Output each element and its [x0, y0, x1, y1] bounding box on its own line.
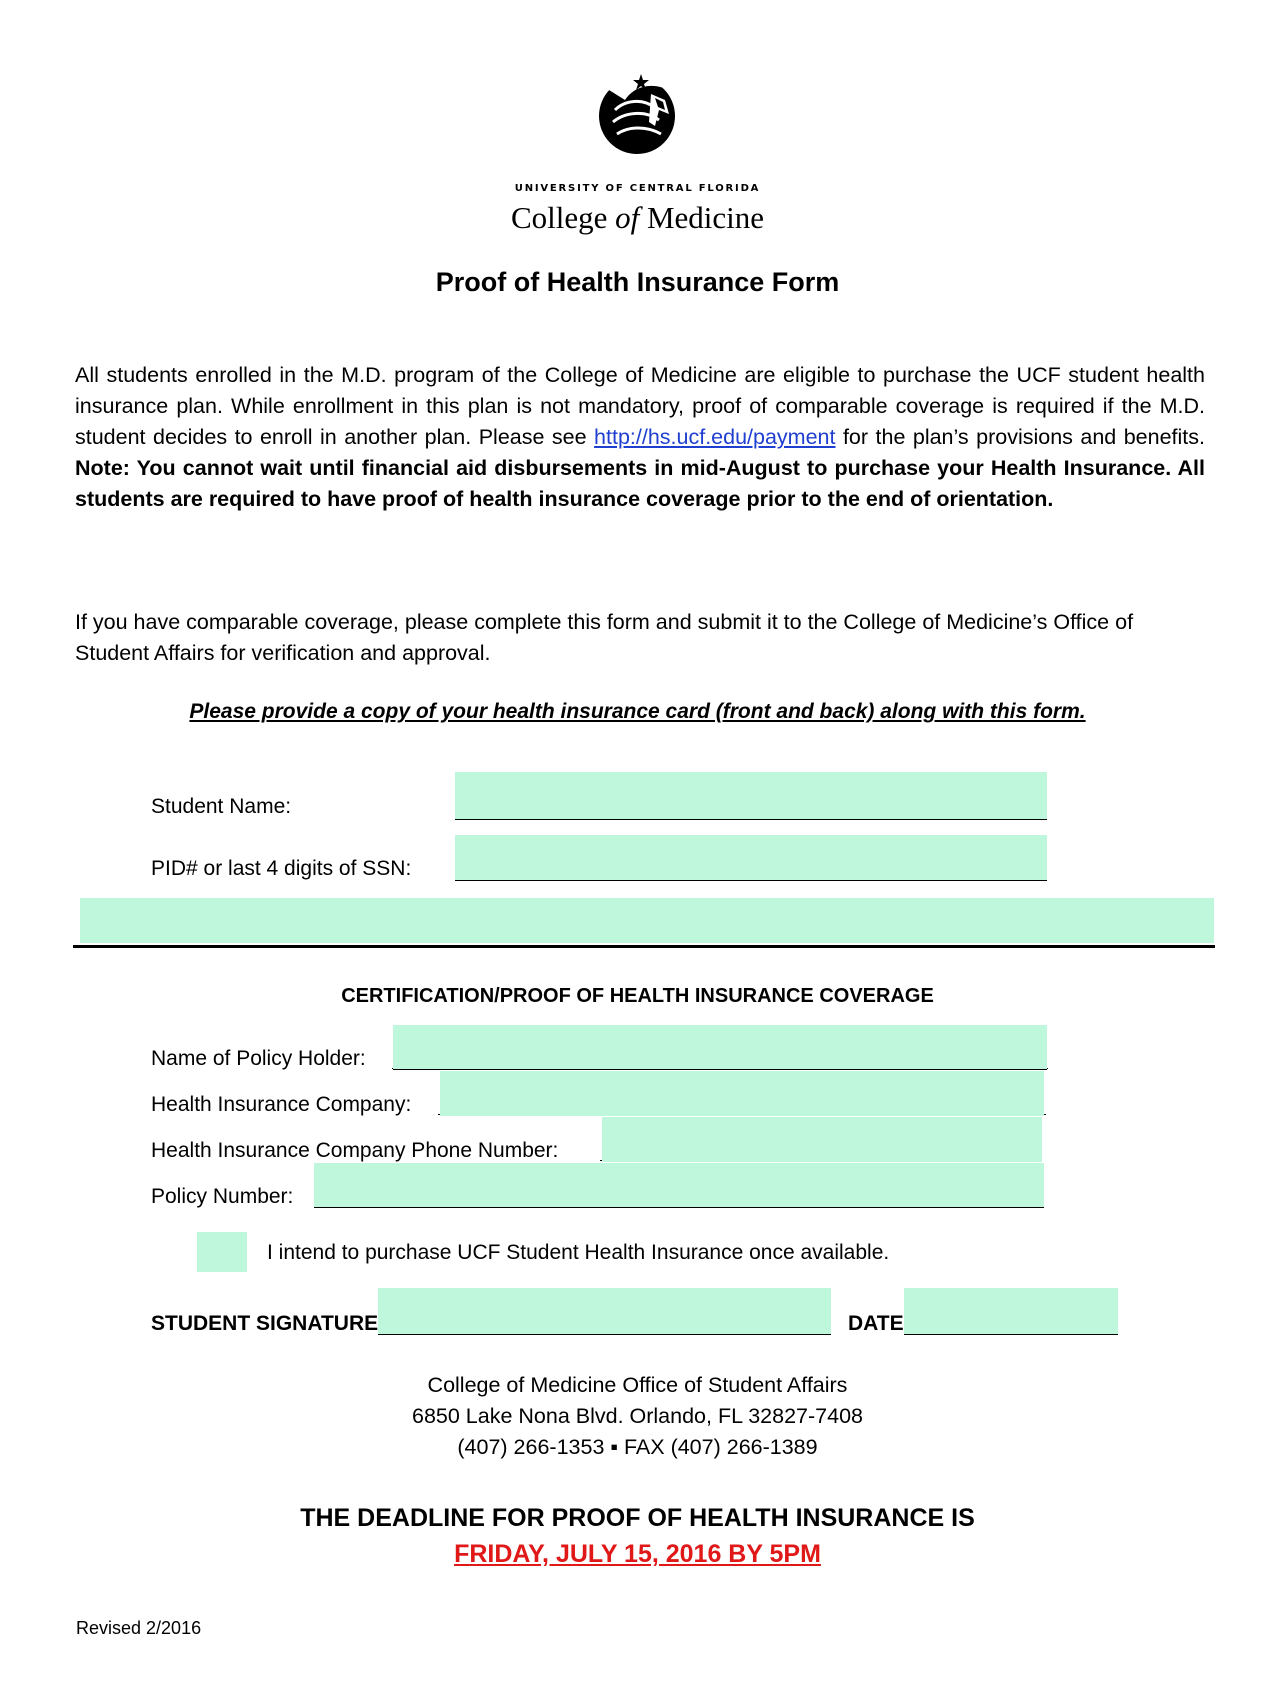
university-name: UNIVERSITY OF CENTRAL FLORIDA	[514, 183, 761, 194]
intro-paragraph: All students enrolled in the M.D. program of the College of Medicine are eligible to purchase the UCF student health insurance plan. While enrollment in this plan is not mandatory, proof of comparable coverage is required if the M.D. student decides to enroll in another plan. Please see http://hs.ucf.edu/payment for the plan’s provisions and benefits. Note: You cannot wait until financial aid disbursements in mid-August to purchase your Health Insurance. All students are required to have proof of health insurance coverage prior to the end of orientation.	[75, 363, 1205, 511]
insurance-company-label: Health Insurance Company:	[151, 1093, 412, 1116]
form-title: Proof of Health Insurance Form	[435, 267, 840, 297]
office-address	[0, 1370, 1275, 1463]
deadline-heading: THE DEADLINE FOR PROOF OF HEALTH INSURANCE IS	[300, 1504, 975, 1532]
policy-holder-field[interactable]	[393, 1025, 1047, 1070]
deadline-date: FRIDAY, JULY 15, 2016 BY 5PM	[454, 1540, 821, 1568]
student-name-label: Student Name:	[151, 795, 292, 818]
date-label: DATE	[848, 1312, 904, 1335]
pegasus-logo-icon	[595, 70, 681, 160]
student-signature-label: STUDENT SIGNATURE	[151, 1312, 379, 1335]
certification-title: CERTIFICATION/PROOF OF HEALTH INSURANCE COVERAGE	[341, 985, 934, 1007]
pid-field[interactable]	[455, 835, 1047, 881]
student-signature-field[interactable]	[378, 1288, 831, 1335]
intend-to-purchase-checkbox[interactable]	[197, 1232, 247, 1272]
policy-number-label: Policy Number:	[151, 1185, 294, 1208]
ucf-pegasus-logo	[0, 70, 1275, 165]
instructions-paragraph: If you have comparable coverage, please complete this form and submit it to the College of Medicine’s Office of Student Affairs for verification and approval.	[75, 610, 1134, 665]
intro-note: Note: You cannot wait until financial aid disbursements in mid-August to purchase your Health Insurance. All students are required to have proof of health insurance coverage prior to the end of orientation.	[75, 456, 1205, 511]
section-divider	[73, 945, 1215, 948]
office-name: College of Medicine Office of Student Affairs	[427, 1373, 848, 1397]
insurance-company-field[interactable]	[440, 1071, 1044, 1116]
policy-holder-label: Name of Policy Holder:	[151, 1047, 366, 1070]
student-name-field[interactable]	[455, 772, 1047, 820]
intend-to-purchase-label: I intend to purchase UCF Student Health Insurance once available.	[267, 1241, 890, 1264]
payment-link[interactable]: http://hs.ucf.edu/payment	[594, 425, 836, 449]
copy-card-note: Please provide a copy of your health insurance card (front and back) along with this form.	[189, 700, 1086, 723]
policy-number-field[interactable]	[314, 1163, 1044, 1208]
date-field[interactable]	[904, 1288, 1118, 1335]
office-street: 6850 Lake Nona Blvd. Orlando, FL 32827-7408	[411, 1404, 864, 1428]
pid-label: PID# or last 4 digits of SSN:	[151, 857, 412, 880]
deadline-notice	[0, 1500, 1275, 1572]
revision-note: Revised 2/2016	[76, 1618, 202, 1638]
insurance-phone-field[interactable]	[602, 1117, 1042, 1162]
college-name: College of Medicine	[510, 200, 765, 235]
insurance-phone-label: Health Insurance Company Phone Number:	[151, 1139, 559, 1162]
office-phone-fax: (407) 266-1353 ▪ FAX (407) 266-1389	[457, 1435, 818, 1459]
additional-info-field[interactable]	[80, 898, 1214, 943]
